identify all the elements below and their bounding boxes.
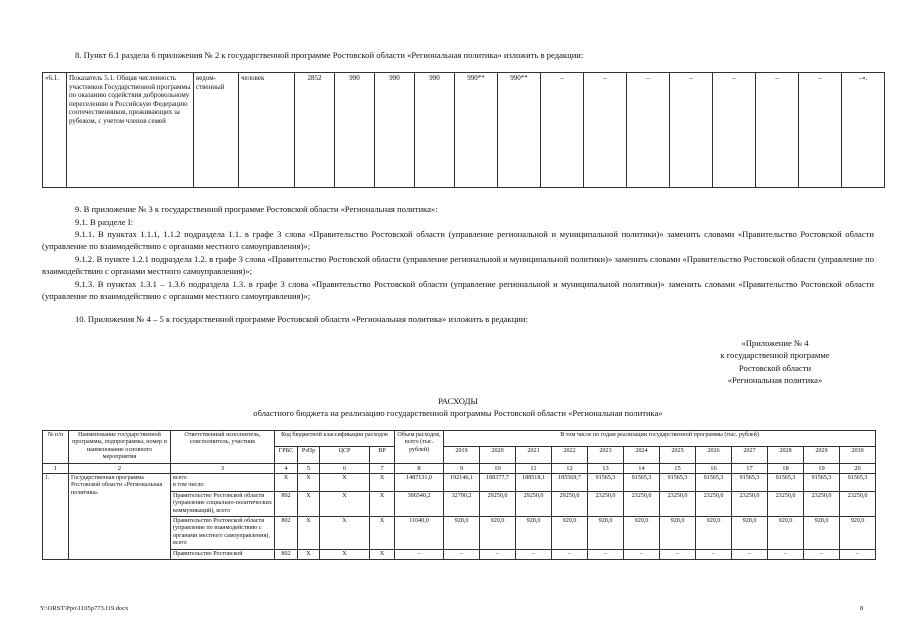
row-year-value: 920,0 — [552, 517, 588, 550]
row-year-value: 23250,0 — [696, 491, 732, 516]
row-year-value: – — [732, 549, 768, 559]
header-year: 2027 — [732, 447, 768, 463]
row-year-value: 32790,2 — [444, 491, 480, 516]
column-number: 10 — [480, 463, 516, 473]
paragraph-9-1-1: 9.1.1. В пунктах 1.1.1, 1.1.2 подраздела 1.1. в графе 3 слова «Правительство Ростовской области (управление региональной и муниципальной политики)» заменить словами «Правительство Ростовской области (управление по взаимодействию с органами местного самоуправления)»; — [42, 229, 874, 252]
row-vr: X — [370, 549, 395, 559]
appendix-header — [690, 337, 860, 387]
value-cell: 2852 — [295, 73, 335, 188]
header-year: 2025 — [660, 447, 696, 463]
value-cell: – — [799, 73, 842, 188]
column-number: 12 — [552, 463, 588, 473]
row-year-value: – — [444, 549, 480, 559]
row-executor — [171, 474, 275, 492]
row-year-value: 23250,0 — [732, 491, 768, 516]
row-year-value: 192146,1 — [444, 474, 480, 492]
row-year-value: 29250,0 — [516, 491, 552, 516]
row-year-value: 188377,7 — [480, 474, 516, 492]
value-cell: 990 — [375, 73, 415, 188]
column-number: 5 — [298, 463, 320, 473]
appendix-line: к государственной программе — [720, 350, 830, 361]
value-cell: – — [756, 73, 799, 188]
row-vr: X — [370, 474, 395, 492]
indicator-row — [43, 73, 885, 188]
row-year-value: 91565,3 — [660, 474, 696, 492]
paragraph-9-1-3: 9.1.3. В пунктах 1.3.1 – 1.3.6 подраздела 1.3. в графе 3 слова «Правительство Ростовской области (управление региональной и муниципальной политики)» заменить словами «Правительство Ростовской области (управление по взаимодействию с органами местного самоуправления)»; — [42, 279, 874, 302]
row-rzpr: X — [298, 491, 320, 516]
row-vr: X — [370, 491, 395, 516]
row-csr: X — [320, 549, 370, 559]
row-grbs: 802 — [275, 549, 298, 559]
executor-subtext: в том числе: — [173, 482, 205, 489]
header-code: Код бюджетной классификации расходов — [275, 431, 395, 447]
row-rzpr: X — [298, 517, 320, 550]
header-year: 2030 — [840, 447, 876, 463]
value-cell: 990** — [455, 73, 498, 188]
row-year-value: 29250,0 — [480, 491, 516, 516]
row-year-value: – — [588, 549, 624, 559]
expenses-table — [42, 430, 876, 560]
row-program-name: Государственная программа Ростовской области «Региональная политика» — [69, 474, 171, 560]
value-cell: 990 — [415, 73, 455, 188]
row-year-value: 23250,0 — [804, 491, 840, 516]
header-year: 2023 — [588, 447, 624, 463]
column-number: 7 — [370, 463, 395, 473]
row-year-value: 23250,0 — [660, 491, 696, 516]
header-year: 2028 — [768, 447, 804, 463]
row-year-value: 91565,3 — [696, 474, 732, 492]
column-number: 15 — [660, 463, 696, 473]
executor-text: всего — [173, 475, 187, 482]
row-year-value: 23250,0 — [768, 491, 804, 516]
column-number: 2 — [69, 463, 171, 473]
indicator-name: Показатель 5.1. Общая численность участников Государственной программы по оказанию содействия добровольному переселению в Российскую Федерацию соотечественников, проживающих за рубежом, с учетом членов семей — [67, 73, 194, 188]
row-year-value: 920,0 — [444, 517, 480, 550]
value-cell: 990 — [335, 73, 375, 188]
row-year-value: 920,0 — [516, 517, 552, 550]
header-year: 2022 — [552, 447, 588, 463]
row-csr: X — [320, 491, 370, 516]
row-csr: X — [320, 517, 370, 550]
row-year-value: 185569,7 — [552, 474, 588, 492]
indicator-table — [42, 72, 885, 188]
value-cell: –». — [842, 73, 885, 188]
column-number-row — [43, 463, 876, 473]
appendix-line: «Приложение № 4 — [741, 338, 809, 348]
paragraph-8: 8. Пункт 6.1 раздела 6 приложения № 2 к государственной программе Ростовской области «Региональная политика» изложить в редакции: — [75, 50, 584, 60]
footer-filepath: Y:\ORST\Ppo\1105p773.f19.docx — [40, 605, 129, 612]
row-year-value: – — [624, 549, 660, 559]
row-vr: X — [370, 517, 395, 550]
header-name: Наименование государственной программы, подпрограммы, номер и наименование основного мероприятия — [69, 431, 171, 464]
row-year-value: 91565,3 — [732, 474, 768, 492]
row-year-value: 920,0 — [732, 517, 768, 550]
title: РАСХОДЫ — [438, 396, 478, 406]
row-year-value: 91565,3 — [804, 474, 840, 492]
footer-page-number: 8 — [860, 605, 864, 612]
column-number: 4 — [275, 463, 298, 473]
header-row — [43, 431, 876, 447]
row-executor: Правительство Ростовской области (управление по взаимодействию с органами местного самоуправления), всего — [171, 517, 275, 550]
value-cell: – — [627, 73, 670, 188]
value-cell: 990** — [498, 73, 541, 188]
value-cell: – — [584, 73, 627, 188]
column-number: 14 — [624, 463, 660, 473]
header-years-group: В том числе по годам реализации государственной программы (тыс. рублей) — [444, 431, 876, 447]
paragraph-9-1: 9.1. В разделе I: — [75, 217, 133, 227]
row-year-value: 23250,0 — [840, 491, 876, 516]
header-year: 2026 — [696, 447, 732, 463]
header-vr: ВР — [370, 447, 395, 463]
column-number: 3 — [171, 463, 275, 473]
subtitle: областного бюджета на реализацию государственной программы Ростовской области «Региональная политика» — [253, 408, 663, 418]
row-year-value: 91565,3 — [588, 474, 624, 492]
row-year-value: 91565,3 — [624, 474, 660, 492]
column-number: 8 — [395, 463, 444, 473]
column-number: 17 — [732, 463, 768, 473]
row-year-value: 920,0 — [660, 517, 696, 550]
row-year-value: 23250,0 — [624, 491, 660, 516]
value-cell: – — [670, 73, 713, 188]
header-year: 2029 — [804, 447, 840, 463]
column-number: 20 — [840, 463, 876, 473]
column-number: 18 — [768, 463, 804, 473]
row-executor: Правительство Ростовской области (управление социально-политических коммуникаций), всего — [171, 491, 275, 516]
row-year-value: 91565,3 — [840, 474, 876, 492]
row-year-value: 920,0 — [624, 517, 660, 550]
row-year-value: – — [552, 549, 588, 559]
column-number: 1 — [43, 463, 69, 473]
header-year: 2021 — [516, 447, 552, 463]
row-rzpr: X — [298, 549, 320, 559]
row-year-value: – — [696, 549, 732, 559]
row-year-value: – — [516, 549, 552, 559]
header-year: 2019 — [444, 447, 480, 463]
column-number: 9 — [444, 463, 480, 473]
row-executor: Правительство Ростовской — [171, 549, 275, 559]
indicator-number: «6.1. — [43, 73, 67, 188]
row-year-value: – — [660, 549, 696, 559]
appendix-line: «Региональная политика» — [727, 375, 823, 386]
header-csr: ЦСР — [320, 447, 370, 463]
row-year-value: 920,0 — [768, 517, 804, 550]
value-cell: – — [713, 73, 756, 188]
row-total: 11040,0 — [395, 517, 444, 550]
row-total: 1487131,0 — [395, 474, 444, 492]
row-year-value: – — [768, 549, 804, 559]
row-year-value: 920,0 — [696, 517, 732, 550]
row-year-value: 29250,0 — [552, 491, 588, 516]
appendix-line: Ростовской области — [738, 362, 812, 373]
row-year-value: 920,0 — [480, 517, 516, 550]
column-number: 13 — [588, 463, 624, 473]
row-year-value: 91565,3 — [768, 474, 804, 492]
paragraph-9: 9. В приложение № 3 к государственной программе Ростовской области «Региональная политика»: — [75, 204, 438, 214]
value-cell: – — [541, 73, 584, 188]
indicator-type: ведом-ственный — [194, 73, 239, 188]
row-rzpr: X — [298, 474, 320, 492]
paragraph-9-1-2: 9.1.2. В пункте 1.2.1 подраздела 1.2. в графе 3 слова «Правительство Ростовской области (управление региональной и муниципальной политики)» заменить словами «Правительство Ростовской области (управление по взаимодействию с органами местного самоуправления)»; — [42, 254, 874, 277]
indicator-unit: человек — [239, 73, 295, 188]
row-total: – — [395, 549, 444, 559]
row-grbs: 802 — [275, 517, 298, 550]
row-year-value: 920,0 — [840, 517, 876, 550]
column-number: 16 — [696, 463, 732, 473]
header-grbs: ГРБС — [275, 447, 298, 463]
header-num: № п/п — [43, 431, 69, 464]
row-year-value: – — [840, 549, 876, 559]
row-year-value: 920,0 — [588, 517, 624, 550]
header-year: 2020 — [480, 447, 516, 463]
column-number: 19 — [804, 463, 840, 473]
header-total: Объем расходов, всего (тыс. рублей) — [395, 431, 444, 464]
column-number: 11 — [516, 463, 552, 473]
paragraph-10: 10. Приложения № 4 – 5 к государственной программе Ростовской области «Региональная политика» изложить в редакции: — [75, 314, 528, 324]
row-year-value: 23250,0 — [588, 491, 624, 516]
row-grbs: 802 — [275, 491, 298, 516]
header-year: 2024 — [624, 447, 660, 463]
header-rzpr: РзПр — [298, 447, 320, 463]
row-year-value: 920,0 — [804, 517, 840, 550]
header-executor: Ответственный исполнитель, соисполнитель, участник — [171, 431, 275, 464]
row-total: 306540,2 — [395, 491, 444, 516]
row-grbs: X — [275, 474, 298, 492]
row-year-value: – — [480, 549, 516, 559]
column-number: 6 — [320, 463, 370, 473]
row-year-value: 188518,1 — [516, 474, 552, 492]
row-csr: X — [320, 474, 370, 492]
row-year-value: – — [804, 549, 840, 559]
table-row — [43, 474, 876, 492]
row-number: 1. — [43, 474, 69, 560]
